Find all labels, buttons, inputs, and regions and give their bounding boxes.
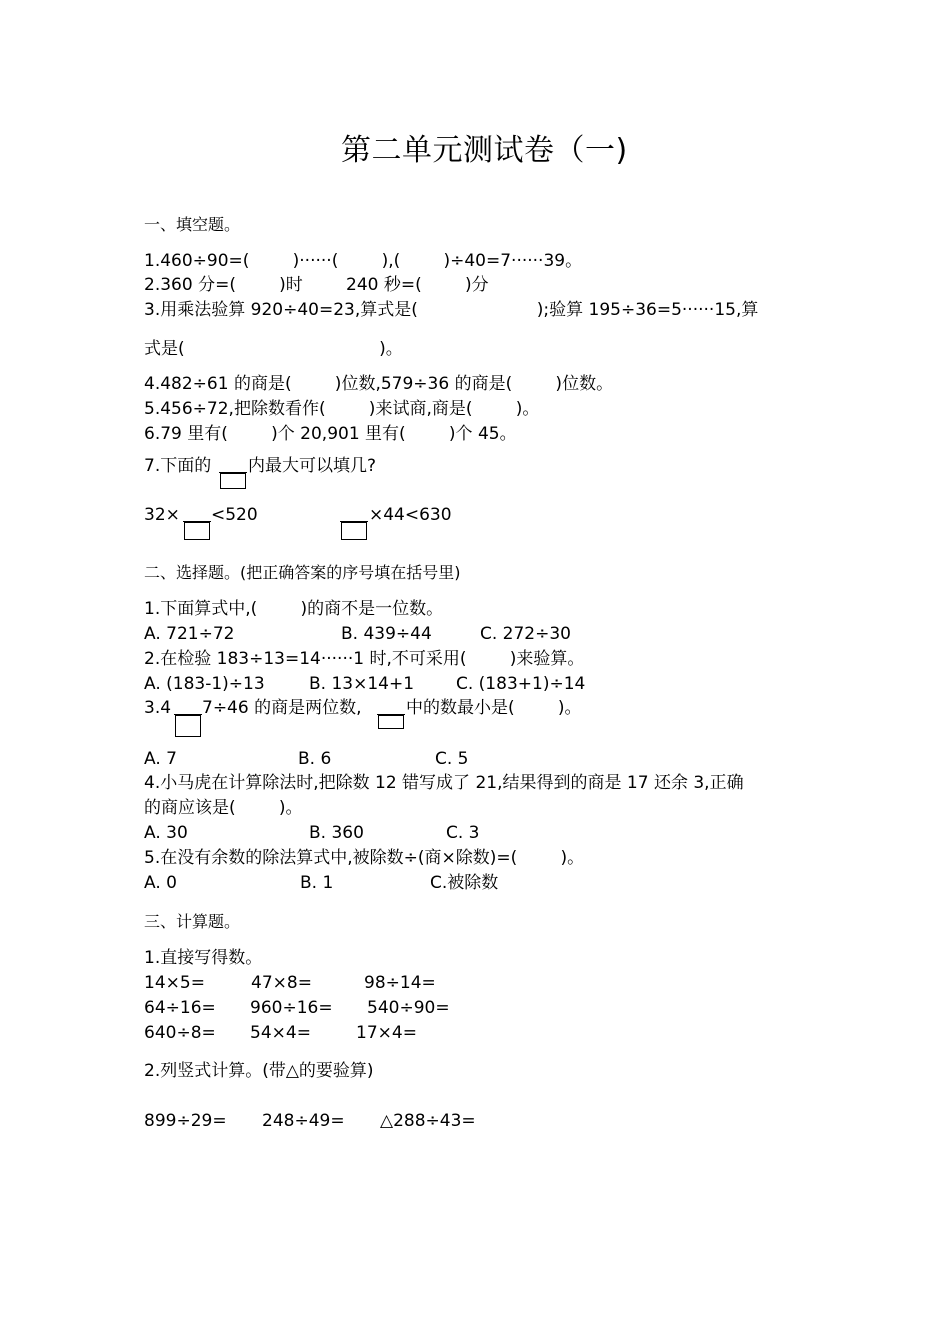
- option-2-4-a: A. 30: [144, 823, 188, 843]
- option-2-5-a: A. 0: [144, 873, 177, 893]
- option-2-2-b: B. 13×14+1: [309, 674, 415, 694]
- calc-item: 47×8=: [251, 973, 312, 993]
- section-heading-calculation: 三、计算题。: [144, 912, 241, 931]
- calc-item: 540÷90=: [367, 998, 450, 1018]
- section-heading-choice: 二、选择题。(把正确答案的序号填在括号里): [144, 563, 461, 582]
- question-2-1: 1.下面算式中,( )的商不是一位数。: [144, 599, 444, 619]
- answer-box: [175, 715, 201, 737]
- question-1-1: 1.460÷90=( )······( ),( )÷40=7······39。: [144, 251, 583, 271]
- question-2-4-line1: 4.小马虎在计算除法时,把除数 12 错写成了 21,结果得到的商是 17 还余 3,正确: [144, 773, 744, 793]
- calc-item: 248÷49=: [262, 1111, 345, 1131]
- answer-box: [378, 715, 404, 729]
- option-2-1-a: A. 721÷72: [144, 624, 235, 644]
- page-title: 第二单元测试卷（一): [341, 133, 628, 168]
- question-2-4-line2: 的商应该是( )。: [144, 798, 303, 818]
- calc-item: 64÷16=: [144, 998, 216, 1018]
- option-2-1-c: C. 272÷30: [480, 624, 572, 644]
- option-2-3-b: B. 6: [298, 749, 332, 769]
- option-2-2-a: A. (183-1)÷13: [144, 674, 265, 694]
- question-2-3-mid: 7÷46 的商是两位数,: [202, 698, 362, 718]
- calc-item: 98÷14=: [364, 973, 436, 993]
- question-2-3-before: 3.4: [144, 698, 172, 718]
- answer-box: [341, 522, 367, 540]
- question-2-2: 2.在检验 183÷13=14······1 时,不可采用( )来验算。: [144, 649, 585, 669]
- calc-item: 960÷16=: [250, 998, 333, 1018]
- question-1-7-expr2-after: ×44<630: [369, 505, 452, 525]
- option-2-4-c: C. 3: [446, 823, 480, 843]
- question-1-7-expr1-after: <520: [211, 505, 258, 525]
- section-heading-fill-blank: 一、填空题。: [144, 215, 241, 234]
- question-1-7-text-before: 7.下面的: [144, 456, 212, 476]
- option-2-3-a: A. 7: [144, 749, 177, 769]
- option-2-5-b: B. 1: [300, 873, 334, 893]
- question-3-2: 2.列竖式计算。(带△的要验算): [144, 1061, 374, 1081]
- question-2-5: 5.在没有余数的除法算式中,被除数÷(商×除数)=( )。: [144, 848, 585, 868]
- calc-item: 14×5=: [144, 973, 205, 993]
- question-1-6: 6.79 里有( )个 20,901 里有( )个 45。: [144, 424, 517, 444]
- option-2-2-c: C. (183+1)÷14: [456, 674, 586, 694]
- question-1-7-expr1-before: 32×: [144, 505, 180, 525]
- answer-box: [184, 522, 210, 540]
- question-1-5: 5.456÷72,把除数看作( )来试商,商是( )。: [144, 399, 540, 419]
- calc-item: 899÷29=: [144, 1111, 227, 1131]
- question-1-3-line2: 式是( )。: [144, 339, 403, 359]
- calc-item: △288÷43=: [380, 1111, 476, 1131]
- option-2-5-c: C.被除数: [430, 873, 499, 893]
- option-2-4-b: B. 360: [309, 823, 364, 843]
- calc-item: 640÷8=: [144, 1023, 216, 1043]
- option-2-3-c: C. 5: [435, 749, 469, 769]
- calc-item: 54×4=: [250, 1023, 311, 1043]
- question-1-3-line1: 3.用乘法验算 920÷40=23,算式是( );验算 195÷36=5······15,算: [144, 300, 759, 320]
- answer-box: [220, 473, 246, 489]
- question-1-7-text-after: 内最大可以填几?: [248, 456, 377, 476]
- option-2-1-b: B. 439÷44: [341, 624, 432, 644]
- question-1-2: 2.360 分=( )时 240 秒=( )分: [144, 275, 489, 295]
- question-1-4: 4.482÷61 的商是( )位数,579÷36 的商是( )位数。: [144, 374, 614, 394]
- question-3-1: 1.直接写得数。: [144, 948, 263, 968]
- calc-item: 17×4=: [356, 1023, 417, 1043]
- question-2-3-after: 中的数最小是( )。: [406, 698, 582, 718]
